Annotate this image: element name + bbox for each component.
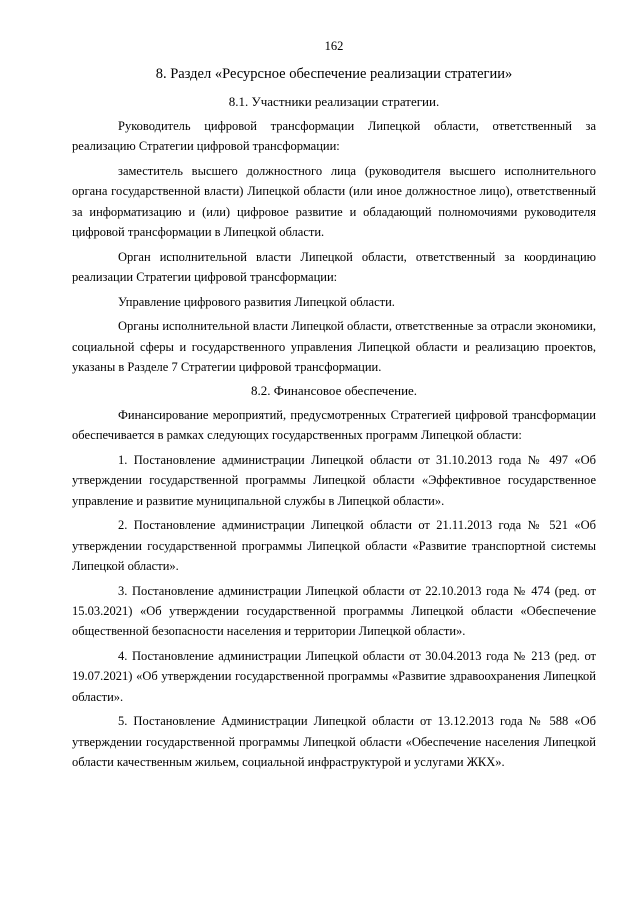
list-item: 3. Постановление администрации Липецкой области от 22.10.2013 года № 474 (ред. от 15.03.2021) «Об утверждении государственной программы Липецкой области «Обеспечение общественной безопасности населения и территории Липецкой области». [72,583,596,639]
page-number: 162 [324,39,344,53]
subsection-title-financing: 8.2. Финансовое обеспечение. [250,382,418,398]
paragraph: Финансирование мероприятий, предусмотренных Стратегией цифровой трансформации обеспечивается в рамках следующих государственных программ Липецкой области: [72,407,596,443]
list-item: 5. Постановление Администрации Липецкой области от 13.12.2013 года № 588 «Об утверждении государственной программы Липецкой области «Обеспечение населения Липецкой области качественным жильем, социальной инфраструктурой и услугами ЖКХ». [72,714,596,770]
paragraph: Орган исполнительной власти Липецкой области, ответственный за координацию реализации Стратегии цифровой трансформации: [72,249,596,285]
subsection-title-participants: 8.1. Участники реализации стратегии. [228,94,440,109]
section-title: 8. Раздел «Ресурсное обеспечение реализации стратегии» [155,66,513,82]
paragraph: Управление цифрового развития Липецкой области. [118,294,395,309]
list-item: 1. Постановление администрации Липецкой области от 31.10.2013 года № 497 «Об утверждении государственной программы Липецкой области «Эффективное государственное управление и развитие муниципальной службы в Липецкой области». [72,452,596,508]
paragraph: Руководитель цифровой трансформации Липецкой области, ответственный за реализацию Стратегии цифровой трансформации: [72,119,596,154]
list-item: 2. Постановление администрации Липецкой области от 21.11.2013 года № 521 «Об утверждении государственной программы Липецкой области «Развитие транспортной системы Липецкой области». [72,518,596,574]
paragraph: заместитель высшего должностного лица (руководителя высшего исполнительного органа государственной власти) Липецкой области (или иное должностное лицо), ответственный за информатизацию и (или) цифровое развитие и обладающий полномочиями руководителя цифровой трансформации в Липецкой области. [72,164,596,240]
document-page [72,38,596,777]
paragraph: Органы исполнительной власти Липецкой области, ответственные за отрасли экономики, социальной сферы и государственного управления Липецкой области и реализацию проектов, указаны в Разделе 7 Стратегии цифровой трансформации. [72,319,596,375]
list-item: 4. Постановление администрации Липецкой области от 30.04.2013 года № 213 (ред. от 19.07.2021) «Об утверждении государственной программы «Развитие здравоохранения Липецкой области». [72,649,596,704]
